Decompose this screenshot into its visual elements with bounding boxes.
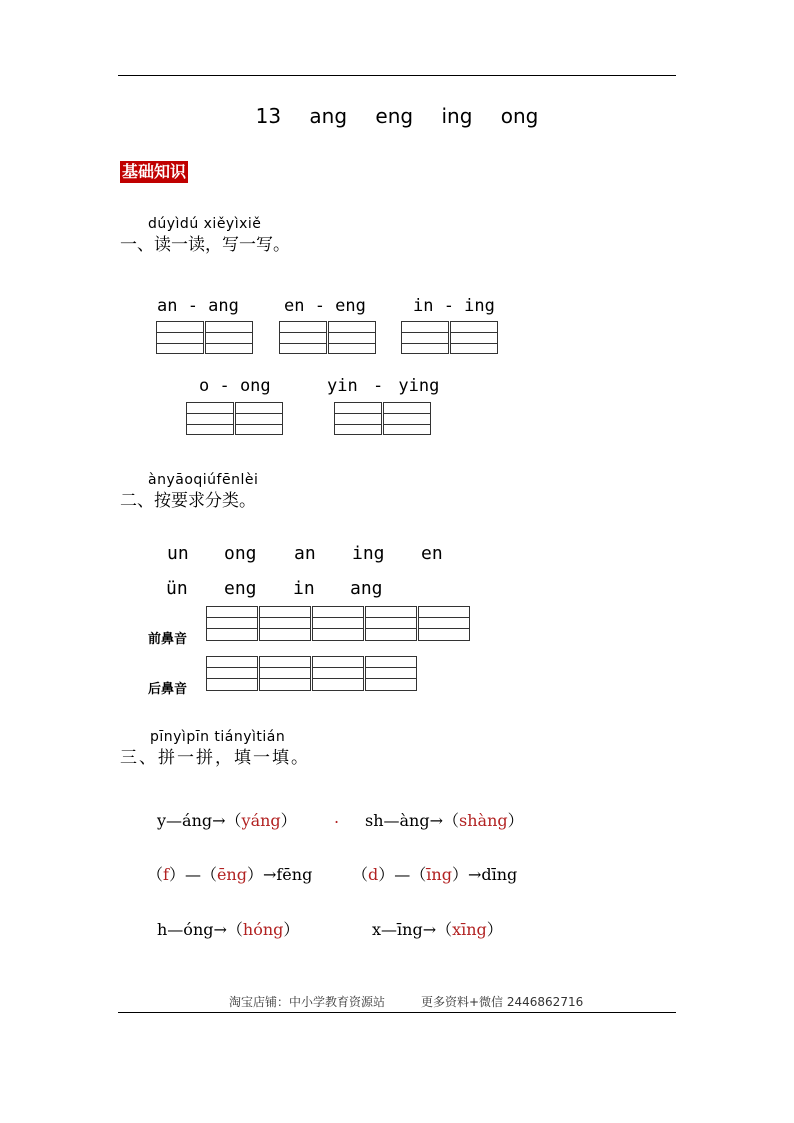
- writing-grid: [312, 606, 364, 641]
- fill-text: ）—（: [378, 865, 427, 884]
- section1-pinyin: dúyìdú xiěyìxiě: [148, 216, 262, 232]
- writing-grid: [235, 402, 283, 435]
- back-nasal-label: 后鼻音: [148, 682, 188, 697]
- writing-grid: [401, 321, 449, 354]
- writing-grid: [365, 656, 417, 691]
- syllable: ing: [352, 543, 385, 564]
- writing-grid: [206, 656, 258, 691]
- fill-text: sh—àng→（: [365, 811, 460, 830]
- syllable: ün: [166, 578, 188, 599]
- answer-text: xīng: [452, 920, 487, 939]
- section1-heading: 一、读一读，写一写。: [120, 235, 290, 255]
- fill-item-ding: [352, 862, 517, 885]
- writing-grid: [450, 321, 498, 354]
- section3-pinyin: pīnyìpīn tiányìtián: [150, 729, 286, 745]
- top-rule: [118, 75, 676, 76]
- syllable: ong: [224, 543, 257, 564]
- section3-heading: 三、拼一拼，填一填。: [120, 748, 310, 768]
- title-rime: ong: [500, 104, 539, 128]
- basic-knowledge-badge: 基础知识: [122, 162, 187, 181]
- footer-contact: 更多资料+微信 2446862716: [421, 995, 584, 1009]
- writing-grid: [312, 656, 364, 691]
- pair-label: in - ing: [413, 296, 495, 316]
- syllable: in: [293, 578, 315, 599]
- fill-item-shang: [365, 808, 524, 831]
- syllable: en: [421, 543, 443, 564]
- bottom-rule: [118, 1012, 676, 1013]
- lesson-number: 13: [255, 104, 282, 128]
- writing-grid: [259, 656, 311, 691]
- syllable: ang: [350, 578, 383, 599]
- answer-text: f: [163, 865, 169, 884]
- fill-item-yang: [157, 808, 297, 831]
- title-rime: eng: [375, 104, 414, 128]
- writing-grid: [186, 402, 234, 435]
- writing-grid: [279, 321, 327, 354]
- fill-text: x—īng→（: [372, 920, 453, 939]
- fill-text: ）: [486, 920, 503, 939]
- fill-item-hong: [157, 917, 299, 940]
- writing-grid: [259, 606, 311, 641]
- page-title: [0, 104, 794, 128]
- writing-grid: [365, 606, 417, 641]
- writing-grid: [206, 606, 258, 641]
- answer-text: ēng: [216, 865, 247, 884]
- fill-text: h—óng→（: [157, 920, 243, 939]
- fill-text: （: [352, 865, 369, 884]
- syllable: an: [294, 543, 316, 564]
- title-rime: ing: [441, 104, 473, 128]
- fill-item-feng: [147, 862, 312, 885]
- section2-heading: 二、按要求分类。: [120, 491, 256, 511]
- syllable: un: [167, 543, 189, 564]
- fill-text: ）: [283, 920, 300, 939]
- fill-text: ）: [280, 811, 297, 830]
- section2-pinyin: ànyāoqiúfēnlèi: [148, 472, 259, 488]
- writing-grid: [328, 321, 376, 354]
- writing-grid: [383, 402, 431, 435]
- pair-label: an - ang: [157, 296, 239, 316]
- answer-text: īng: [426, 865, 452, 884]
- syllable: eng: [224, 578, 257, 599]
- pair-label: en - eng: [284, 296, 366, 316]
- answer-text: yáng: [241, 811, 281, 830]
- answer-text: shàng: [459, 811, 508, 830]
- pair-label: yin - ying: [327, 376, 440, 396]
- fill-text: y—áng→（: [157, 811, 242, 830]
- fill-text: （: [147, 865, 164, 884]
- fill-item-xing: [372, 917, 503, 940]
- pair-label: o - ong: [199, 376, 271, 396]
- fill-text: ）: [507, 811, 524, 830]
- answer-text: d: [368, 865, 379, 884]
- footer-shop: 淘宝店铺：中小学教育资源站: [229, 995, 386, 1009]
- writing-grid: [205, 321, 253, 354]
- answer-text: hóng: [242, 920, 284, 939]
- fill-text: ）→dīng: [451, 865, 518, 884]
- fill-text: ）→fēng: [246, 865, 313, 884]
- front-nasal-label: 前鼻音: [148, 632, 188, 647]
- writing-grid: [156, 321, 204, 354]
- stray-dot: .: [334, 808, 340, 827]
- title-rime: ang: [309, 104, 348, 128]
- writing-grid: [334, 402, 382, 435]
- fill-text: ）—（: [168, 865, 217, 884]
- writing-grid: [418, 606, 470, 641]
